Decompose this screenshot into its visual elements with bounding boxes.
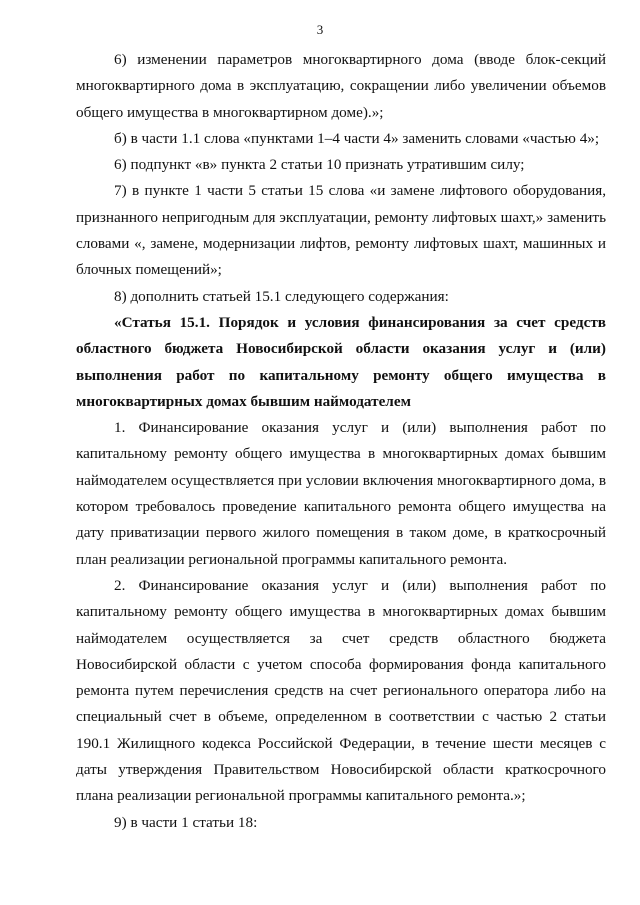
paragraph-item-6: 6) изменении параметров многоквартирного дома (вводе блок-секций многоквартирного дома в эксплуатацию, сокращении либо увеличении объемов общего имущества в многоквартирном доме).»; [76, 51, 606, 121]
paragraph-item-6-subpoint: 6) подпункт «в» пункта 2 статьи 10 признать утратившим силу; [114, 156, 525, 174]
paragraph-item-9: 9) в части 1 статьи 18: [114, 813, 258, 831]
page-number: 3 [316, 22, 324, 37]
document-body [76, 47, 606, 836]
paragraph-amendment-b: б) в части 1.1 слова «пунктами 1–4 части 4» заменить словами «частью 4»; [114, 129, 600, 147]
article-clause-2: 2. Финансирование оказания услуг и (или) выполнения работ по капитальному ремонту общего имущества в многоквартирных домах бывшим наймодателем осуществляется за счет средств областного бюджета Новосибирской области с учетом способа формирования фонда капитального ремонта путем перечисления средств на счет регионального оператора либо на специальный счет в объеме, определенном в соответствии с частью 2 статьи 190.1 Жилищного кодекса Российской Федерации, в течение шести месяцев с даты утверждения Правительством Новосибирской области краткосрочного плана реализации региональной программы капитального ремонта.»; [76, 576, 606, 805]
article-clause-1: 1. Финансирование оказания услуг и (или) выполнения работ по капитальному ремонту общего имущества в многоквартирных домах бывшим наймодателем осуществляется при условии включения многоквартирного дома, в котором требовалось проведение капитального ремонта общего имущества на дату приватизации первого жилого помещения в таком доме, в краткосрочный план реализации региональной программы капитального ремонта. [76, 419, 606, 568]
paragraph-item-8: 8) дополнить статьей 15.1 следующего содержания: [114, 287, 449, 305]
article-heading: «Статья 15.1. Порядок и условия финансирования за счет средств областного бюджета Новосибирской области оказания услуг и (или) выполнения работ по капитальному ремонту общего имущества в многоквартирных домах бывшим наймодателем [76, 313, 606, 410]
paragraph-item-7: 7) в пункте 1 части 5 статьи 15 слова «и замене лифтового оборудования, признанного непригодным для эксплуатации, ремонту лифтовых шахт,» заменить словами «, замене, модернизации лифтов, ремонту лифтовых шахт, машинных и блочных помещений»; [76, 182, 606, 279]
